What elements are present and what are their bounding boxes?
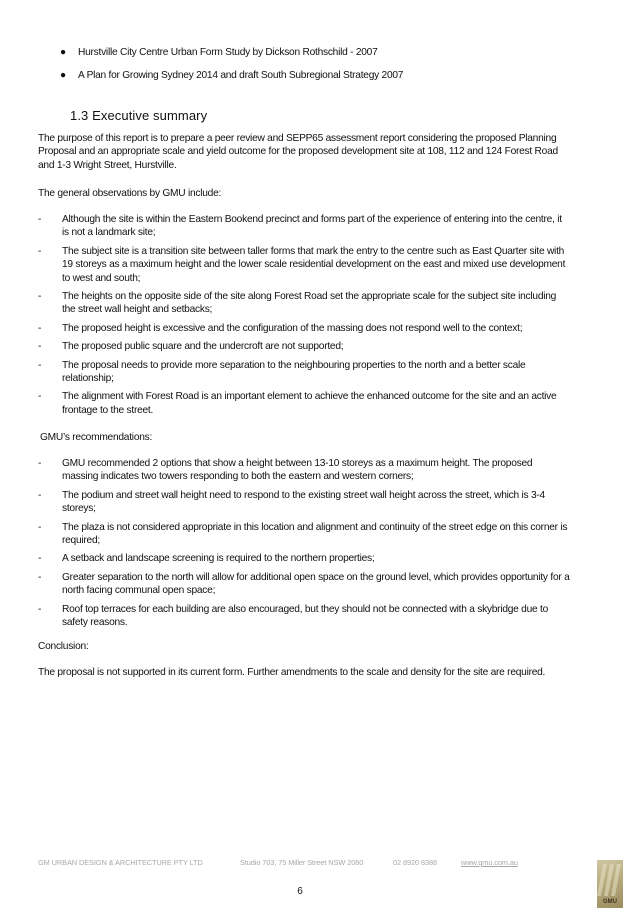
footer-phone: 02 8920 8388 — [393, 858, 438, 867]
observations-label: The general observations by GMU include: — [38, 188, 222, 199]
bullet-dot-icon: ● — [60, 47, 66, 58]
dash-marker: - — [38, 291, 42, 303]
gmu-logo — [597, 860, 623, 908]
list-item: - Greater separation to the north will allow for additional open space on the ground level, which provides opportunity for a north facing communal open space; — [38, 571, 570, 597]
list-item: - A setback and landscape screening is required to the northern properties; — [38, 553, 375, 565]
dash-marker: - — [38, 341, 42, 353]
dash-marker: - — [38, 458, 42, 469]
reference-bullet-1 — [60, 46, 378, 59]
list-item: - The subject site is a transition site between taller forms that mark the entry to the centre such as East Quarter site with 19 storeys as a maximum height and the lower scale residential development on the east and mixed use development to west and south; — [38, 245, 566, 284]
reference-text: Hurstville City Centre Urban Form Study by Dickson Rothschild - 2007 — [78, 47, 378, 58]
dash-marker: - — [38, 359, 42, 371]
dash-marker: - — [38, 245, 42, 257]
list-item: - The alignment with Forest Road is an important element to achieve the enhanced outcome for the site and an active frontage to the street. — [38, 391, 557, 416]
dash-marker: - — [38, 214, 42, 225]
logo-text: GMU — [603, 899, 617, 905]
footer-company: GM URBAN DESIGN & ARCHITECTURE PTY LTD — [38, 858, 203, 867]
list-item: - The proposed public square and the undercroft are not supported; — [38, 341, 344, 353]
intro-paragraph: The purpose of this report is to prepare a peer review and SEPP65 assessment report considering the proposed Planning Proposal and an appropriate scale and yield outcome for the proposed development site at 108, 112 and 124 Forest Road and 1-3 Wright Street, Hurstville. — [38, 133, 558, 171]
page-number: 6 — [297, 886, 303, 897]
reference-text: A Plan for Growing Sydney 2014 and draft South Subregional Strategy 2007 — [78, 70, 404, 81]
list-item: - The podium and street wall height need to respond to the existing street wall height across the street, which is 3-4 storeys; — [38, 489, 545, 515]
list-item: - The plaza is not considered appropriate in this location and alignment and continuity of the street edge on this corner is required; — [38, 521, 568, 547]
dash-marker: - — [38, 603, 42, 615]
recommendations-list — [38, 457, 570, 634]
observations-list — [38, 213, 570, 422]
list-item: - Roof top terraces for each building are also encouraged, but they should not be connected with a skybridge due to safety reasons. — [38, 603, 548, 629]
section-heading: 1.3 Executive summary — [70, 108, 208, 123]
list-item: - The heights on the opposite side of the site along Forest Road set the appropriate scale for the subject site including the street wall height and setbacks; — [38, 291, 557, 316]
list-item: - GMU recommended 2 options that show a height between 13-10 storeys as a maximum height. The proposed massing indicates two towers responding to both the eastern and western corners; — [38, 458, 533, 483]
dash-marker: - — [38, 553, 42, 565]
list-item: - The proposal needs to provide more separation to the neighbouring properties to the north and a better scale relationship; — [38, 359, 526, 385]
list-item: - The proposed height is excessive and the configuration of the massing does not respond well to the context; — [38, 322, 523, 334]
bullet-dot-icon: ● — [60, 70, 66, 81]
dash-marker: - — [38, 391, 42, 403]
recommendations-label: GMU’s recommendations: — [40, 432, 153, 443]
footer-address: Studio 703, 75 Miller Street NSW 2060 — [240, 858, 364, 867]
conclusion-label: Conclusion: — [38, 641, 89, 652]
list-item: - Although the site is within the Eastern Bookend precinct and forms part of the experience of entering into the centre, it is not a landmark site; — [38, 214, 562, 239]
footer-website-link[interactable]: www.gmu.com.au — [461, 858, 518, 867]
conclusion-text: The proposal is not supported in its current form. Further amendments to the scale and density for the site are required. — [38, 667, 546, 678]
dash-marker: - — [38, 571, 42, 583]
dash-marker: - — [38, 322, 42, 334]
dash-marker: - — [38, 489, 42, 501]
reference-bullet-2 — [60, 69, 403, 82]
dash-marker: - — [38, 521, 42, 533]
